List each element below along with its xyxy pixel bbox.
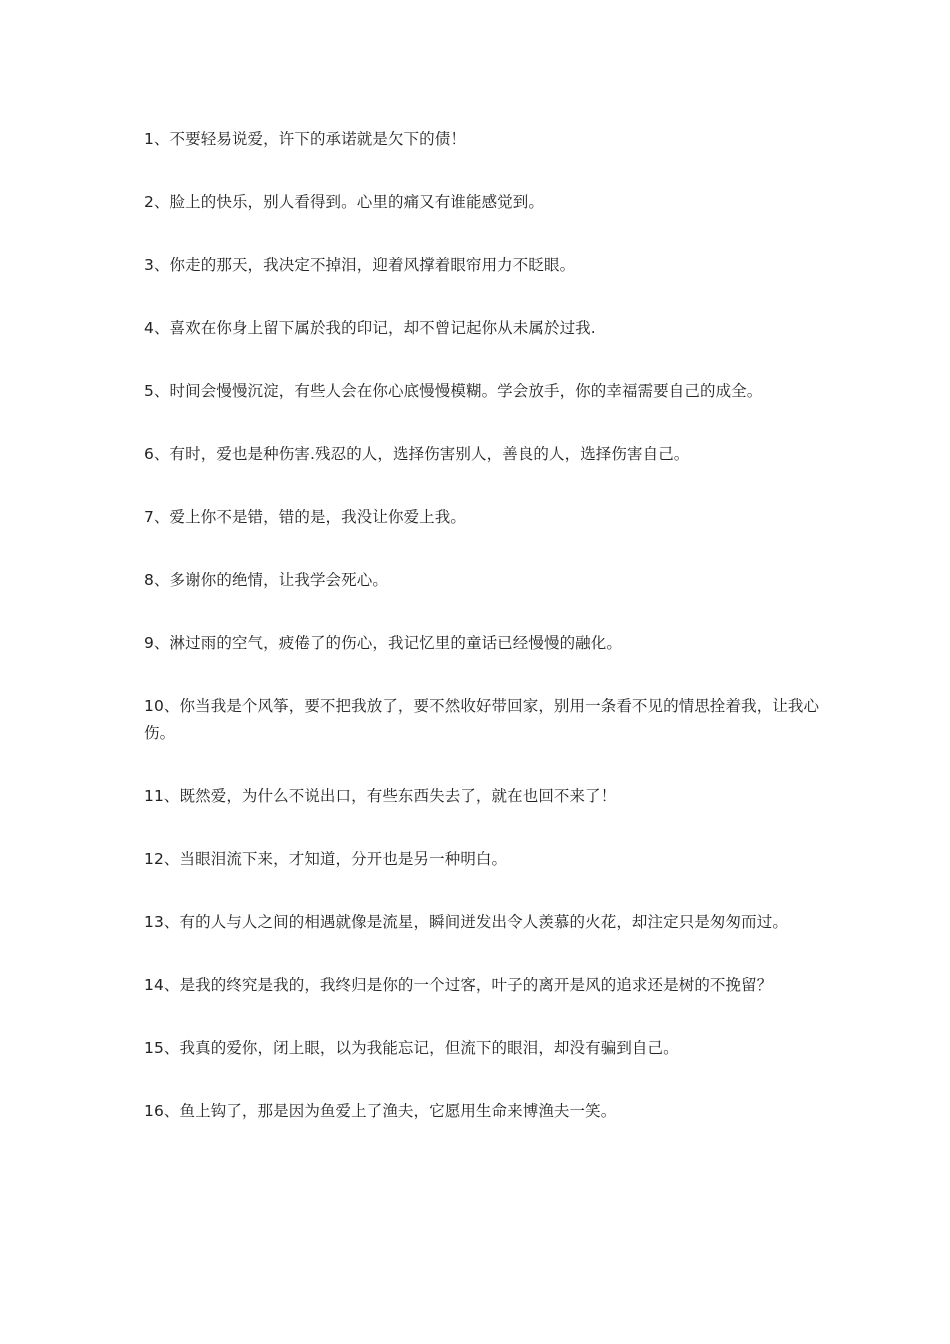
list-item: 7、爱上你不是错，错的是，我没让你爱上我。 (144, 508, 466, 526)
list-item: 4、喜欢在你身上留下属於我的印记，却不曾记起你从未属於过我. (144, 319, 596, 337)
list-item: 16、鱼上钩了，那是因为鱼爱上了渔夫，它愿用生命来博渔夫一笑。 (144, 1102, 617, 1120)
list-item: 10、你当我是个风筝，要不把我放了，要不然收好带回家，别用一条看不见的情思拴着我，让我心伤。 (144, 697, 820, 742)
list-item: 15、我真的爱你，闭上眼，以为我能忘记，但流下的眼泪，却没有骗到自己。 (144, 1039, 679, 1057)
list-item: 1、不要轻易说爱，许下的承诺就是欠下的债！ (144, 130, 466, 148)
list-item: 5、时间会慢慢沉淀，有些人会在你心底慢慢模糊。学会放手，你的幸福需要自己的成全。 (144, 382, 763, 400)
list-item: 13、有的人与人之间的相遇就像是流星，瞬间迸发出令人羡慕的火花，却注定只是匆匆而过。 (144, 913, 788, 931)
list-item: 14、是我的终究是我的，我终归是你的一个过客，叶子的离开是风的追求还是树的不挽留？ (144, 976, 773, 994)
list-item: 11、既然爱，为什么不说出口，有些东西失去了，就在也回不来了！ (144, 787, 617, 805)
list-item: 6、有时，爱也是种伤害.残忍的人，选择伤害别人，善良的人，选择伤害自己。 (144, 445, 690, 463)
list-item: 12、当眼泪流下来，才知道，分开也是另一种明白。 (144, 850, 508, 868)
list-item: 3、你走的那天，我决定不掉泪，迎着风撑着眼帘用力不眨眼。 (144, 256, 576, 274)
quote-list (144, 126, 820, 1161)
list-item: 8、多谢你的绝情，让我学会死心。 (144, 571, 388, 589)
list-item: 2、脸上的快乐，别人看得到。心里的痛又有谁能感觉到。 (144, 193, 544, 211)
list-item: 9、淋过雨的空气，疲倦了的伤心，我记忆里的童话已经慢慢的融化。 (144, 634, 622, 652)
